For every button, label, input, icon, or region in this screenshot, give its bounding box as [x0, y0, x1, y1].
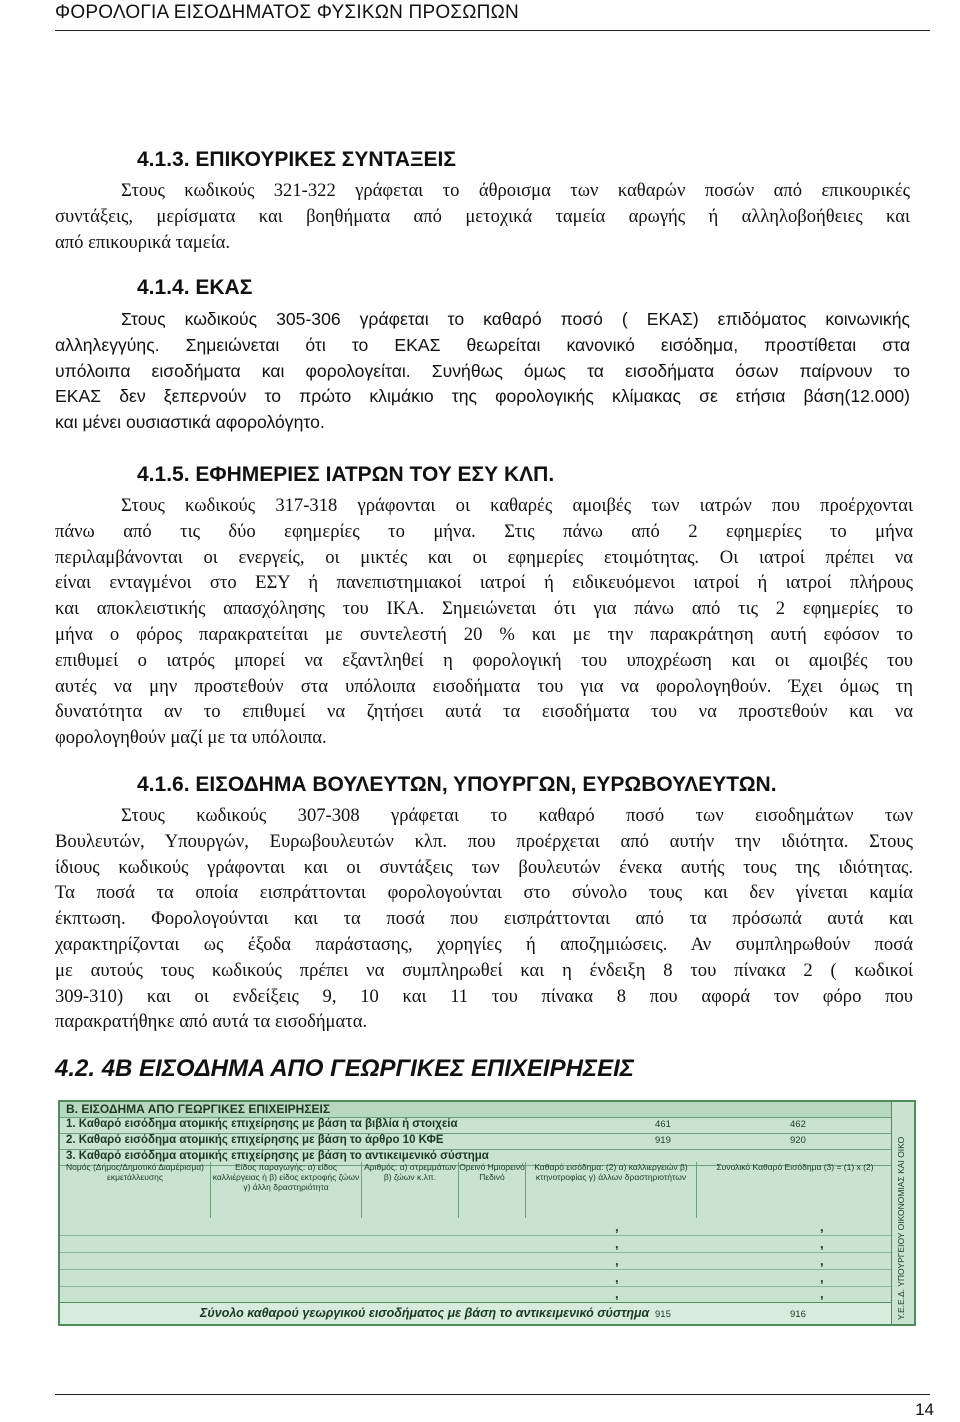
text-line: Στους κωδικούς 307-308 γράφεται το καθαρό ποσό των εισοδημάτων των: [121, 805, 913, 826]
paragraph-4-1-4: [55, 307, 910, 436]
form-grid-row: [60, 1270, 892, 1287]
comma-mark: ,: [820, 1253, 824, 1268]
text-line: και μένει ουσιαστικά αφορολόγητο.: [55, 412, 325, 433]
text-line: ίδιους κωδικούς γράφονται και οι συντάξεις των βουλευτών ένεκα αυτής τους της ιδιότητας.: [55, 856, 913, 878]
text-line: Στους κωδικούς 321-322 γράφεται το άθροισμα των καθαρών ποσών από επικουρικές: [121, 180, 910, 201]
form-section-title-row: [60, 1102, 892, 1118]
heading-4-1-6: 4.1.6. ΕΙΣΟΔΗΜΑ ΒΟΥΛΕΥΤΩΝ, ΥΠΟΥΡΓΩΝ, ΕΥΡΩΒΟΥΛΕΥΤΩΝ.: [137, 773, 777, 796]
form-row-2-label: 2. Καθαρό εισόδημα ατομικής επιχείρησης με βάση το άρθρο 10 ΚΦΕ: [66, 1134, 444, 1146]
col-header-synoliko: Συνολικό Καθαρό Εισόδημα (3) = (1) x (2): [716, 1162, 874, 1172]
form-side-strip: [891, 1102, 914, 1324]
footer-rule: [55, 1394, 930, 1395]
page-header: ΦΟΡΟΛΟΓΙΑ ΕΙΣΟΔΗΜΑΤΟΣ ΦΥΣΙΚΩΝ ΠΡΟΣΩΠΩΝ: [55, 2, 519, 23]
text-line: είναι ενταγμένοι στο ΕΣΥ ή πανεπιστημιακοί ιατροί ή ειδικευόμενοι ιατροί ή ιατροί πλήρους: [55, 572, 913, 594]
text-line: περιλαμβάνονται οι ενεργείς, οι μικτές και οι εφημερίες ετοιμότητας. Οι ιατροί πρέπει να: [55, 546, 913, 568]
form-total-row: [60, 1302, 892, 1325]
form-row-1: [60, 1118, 892, 1134]
form-code-915: 915: [655, 1309, 671, 1320]
text-line: χαρακτηρίζονται ως έξοδα παράστασης, χορηγίες ή αποζημιώσεις. Αν συμπληρωθούν ποσά: [55, 933, 913, 955]
paragraph-4-1-6: [55, 803, 913, 1035]
form-side-text: Υ.Ε.Ε.Δ. ΥΠΟΥΡΓΕΙΟΥ ΟΙΚΟΝΟΜΙΑΣ ΚΑΙ ΟΙΚΟ: [896, 1136, 906, 1320]
comma-mark: ,: [615, 1270, 619, 1285]
form-grid-row: [60, 1236, 892, 1253]
col-header-nomos: Νομός (Δήμος/Δημοτικό Διαμέρισμα) εκμετάλλευσης: [60, 1162, 211, 1218]
heading-4-2: 4.2. 4Β ΕΙΣΟΔΗΜΑ ΑΠΟ ΓΕΩΡΓΙΚΕΣ ΕΠΙΧΕΙΡΗΣΕΙΣ: [55, 1055, 634, 1082]
comma-mark: ,: [615, 1219, 619, 1234]
form-grid-row: [60, 1286, 892, 1302]
form-grid-row: [60, 1219, 892, 1236]
heading-4-1-5: 4.1.5. ΕΦΗΜΕΡΙΕΣ ΙΑΤΡΩΝ ΤΟΥ ΕΣΥ ΚΛΠ.: [137, 463, 555, 486]
comma-mark: ,: [820, 1236, 824, 1251]
heading-4-1-4: 4.1.4. ΕΚΑΣ: [137, 276, 253, 299]
form-code-461: 461: [655, 1119, 671, 1130]
text-line: υπόλοιπα εισοδήματα και φορολογείται. Συνήθως όμως τα εισοδήματα όσων παίρνουν το: [55, 360, 910, 381]
page-number: 14: [915, 1400, 934, 1419]
text-line: Στους κωδικούς 317-318 γράφονται οι καθαρές αμοιβές των ιατρών που προέρχονται: [121, 495, 913, 516]
header-rule: [55, 30, 930, 31]
tax-form-section-b: [58, 1100, 916, 1326]
text-line: συντάξεις, μερίσματα και βοηθήματα από μετοχικά ταμεία αρωγής ή αλληλοβοήθειες και: [55, 205, 910, 227]
form-code-916: 916: [790, 1309, 806, 1320]
col-header-oreino: Ορεινό Ημιορεινό Πεδινό: [459, 1162, 526, 1218]
form-row-2: [60, 1134, 892, 1150]
comma-mark: ,: [615, 1236, 619, 1251]
heading-4-1-3: 4.1.3. ΕΠΙΚΟΥΡΙΚΕΣ ΣΥΝΤΑΞΕΙΣ: [137, 148, 456, 171]
text-line: φορολογηθούν μαζί με τα υπόλοιπα.: [55, 727, 327, 749]
text-line: πάνω από τις δύο εφημερίες το μήνα. Στις πάνω από 2 εφημερίες το μήνα: [55, 520, 913, 542]
comma-mark: ,: [820, 1219, 824, 1234]
text-line: δυνατότητα αν το επιθυμεί να ζητήσει αυτά τα εισοδήματα του να προστεθούν και να: [55, 701, 913, 723]
form-total-label: Σύνολο καθαρού γεωργικού εισοδήματος με βάση το αντικειμενικό σύστημα: [200, 1306, 650, 1320]
text-line: επιθυμεί ο ιατρός μπορεί να εξαντληθεί η φορολογική του υποχρέωση και οι αμοιβές του: [55, 649, 913, 671]
text-line: από επικουρικά ταμεία.: [55, 231, 230, 253]
form-code-920: 920: [790, 1135, 806, 1146]
form-grid-row: [60, 1253, 892, 1270]
form-section-title: Β. ΕΙΣΟΔΗΜΑ ΑΠΟ ΓΕΩΡΓΙΚΕΣ ΕΠΙΧΕΙΡΗΣΕΙΣ: [66, 1102, 331, 1116]
text-line: παρακρατήθηκε από αυτά τα εισοδήματα.: [55, 1011, 368, 1033]
col-header-eidos: Είδος παραγωγής: α) είδος καλλιέργειας ή β) είδος εκτροφής ζώων γ) άλλη δραστηριότητα: [211, 1162, 362, 1218]
col-header-arithmos: Αριθμός: α) στρεμμάτων β) ζώων κ.λπ.: [362, 1162, 459, 1218]
text-line: με αυτούς τους κωδικούς πρέπει να συμπληρωθεί και η ένδειξη 8 του πίνακα 2 ( κωδικοί: [55, 959, 913, 981]
text-line: και αποκλειστικής απασχόλησης του ΙΚΑ. Σημειώνεται ότι για πάνω από τις 2 εφημερίες το: [55, 598, 913, 620]
text-line: ΕΚΑΣ δεν ξεπερνούν το πρώτο κλιμάκιο της φορολογικής κλίμακας σε ετήσια βάση(12.000): [55, 386, 910, 407]
text-line: Τα ποσά τα οποία εισπράττονται φορολογούνται στο σύνολο τους και δεν γίνεται καμία: [55, 882, 913, 904]
text-line: έκπτωση. Φορολογούνται και τα ποσά που εισπράττονται από τα πρόσωπά αυτά και: [55, 908, 913, 930]
form-code-919: 919: [655, 1135, 671, 1146]
form-row-3-label: 3. Καθαρό εισόδημα ατομικής επιχείρησης με βάση το αντικειμενικό σύστημα: [66, 1150, 489, 1162]
paragraph-4-1-5: [55, 493, 913, 751]
text-line: μήνα ο φόρος παρακρατείται με συντελεστή 20 % και με την παρακράτηση αυτή εφόσον το: [55, 623, 913, 645]
paragraph-4-1-3: [55, 178, 910, 255]
form-row-1-label: 1. Καθαρό εισόδημα ατομικής επιχείρησης με βάση τα βιβλία ή στοιχεία: [66, 1118, 458, 1130]
comma-mark: ,: [615, 1286, 619, 1301]
form-code-462: 462: [790, 1119, 806, 1130]
text-line: Βουλευτών, Υπουργών, Ευρωβουλευτών κλπ. που προέρχεται από αυτήν την ιδιότητα. Στους: [55, 830, 913, 852]
col-header-kathaaro: Καθαρό εισόδημα: (2) α) καλλιεργειών β) κτηνοτροφίας γ) άλλων δραστηριοτήτων: [526, 1162, 697, 1218]
text-line: 309-310) και οι ενδείξεις 9, 10 και 11 του πίνακα 8 που αφορά τον φόρο που: [55, 985, 913, 1007]
comma-mark: ,: [615, 1253, 619, 1268]
text-line: αλληλεγγύης. Σημειώνεται ότι το ΕΚΑΣ θεωρείται κανονικό εισόδημα, προστίθεται στα: [55, 334, 910, 355]
comma-mark: ,: [820, 1270, 824, 1285]
text-line: Στους κωδικούς 305-306 γράφεται το καθαρό ποσό ( ΕΚΑΣ) επιδόματος κοινωνικής: [121, 309, 910, 329]
comma-mark: ,: [820, 1286, 824, 1301]
text-line: αυτές να μην προστεθούν στα υπόλοιπα εισοδήματα του για να φορολογηθούν. Έχει όμως τη: [55, 675, 913, 697]
